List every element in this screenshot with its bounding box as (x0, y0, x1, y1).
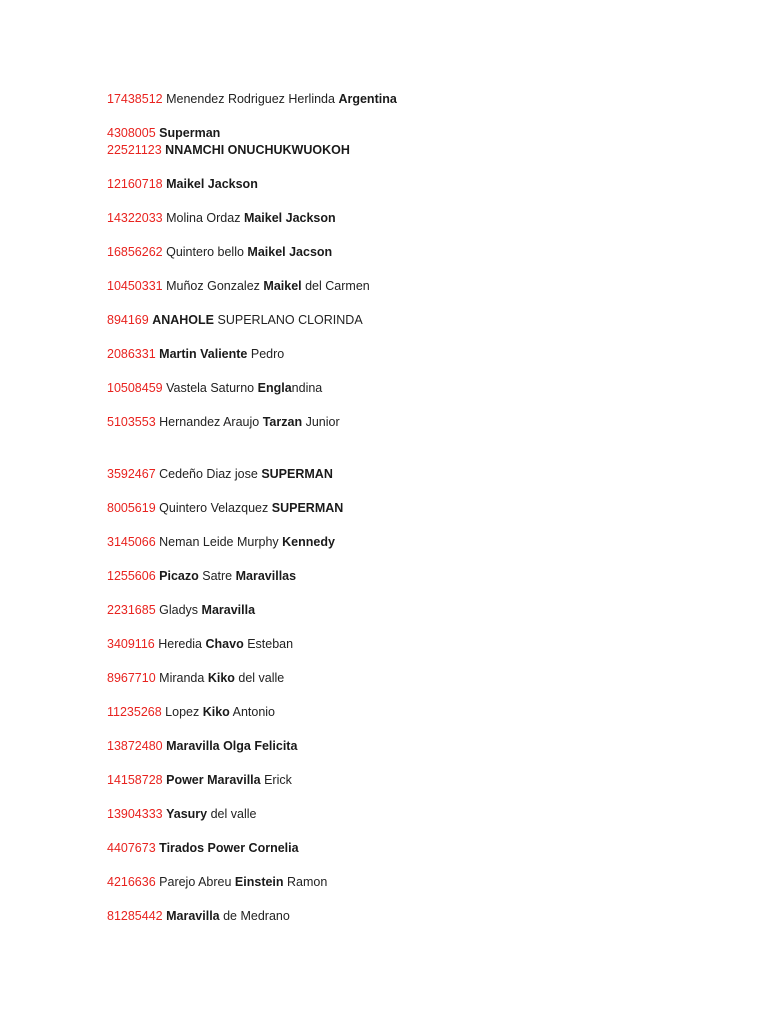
name-text: del Carmen (305, 279, 370, 293)
name-text: Erick (264, 773, 292, 787)
name-text: Satre (202, 569, 233, 583)
name-text: Parejo Abreu (159, 875, 232, 889)
name-text: Englandina (257, 381, 323, 395)
name-text: Molina Ordaz (166, 211, 241, 225)
name-text: Gladys (159, 603, 199, 617)
record-id: 1255606 (107, 569, 156, 583)
name-bold: Einstein (234, 875, 284, 889)
name-text: del valle (238, 671, 285, 685)
list-item (107, 874, 327, 890)
list-item (107, 176, 258, 192)
record-id: 14158728 (107, 773, 163, 787)
record-id: 894169 (107, 313, 149, 327)
record-id: 10508459 (107, 381, 163, 395)
name-bold: Martin Valiente (159, 347, 248, 361)
name-bold: Argentina (338, 92, 397, 106)
list-item (107, 704, 275, 720)
record-id: 12160718 (107, 177, 163, 191)
name-bold: Kennedy (282, 535, 335, 549)
record-id: 5103553 (107, 415, 156, 429)
list-item (107, 602, 255, 618)
name-bold: Tirados Power Cornelia (159, 841, 299, 855)
list-item (107, 840, 299, 856)
list-item (107, 772, 292, 788)
list-item (107, 670, 284, 686)
name-bold: Maikel Jacson (247, 245, 333, 259)
list-item (107, 380, 322, 396)
name-bold: Maravillas (235, 569, 297, 583)
record-id: 13872480 (107, 739, 163, 753)
name-text: Muñoz Gonzalez (166, 279, 260, 293)
list-item (107, 738, 297, 754)
list-item (107, 244, 332, 260)
record-id: 3145066 (107, 535, 156, 549)
list-item (107, 466, 333, 482)
record-id: 4407673 (107, 841, 156, 855)
name-bold: Tarzan (262, 415, 303, 429)
name-text: SUPERLANO CLORINDA (217, 313, 363, 327)
list-item (107, 210, 336, 226)
name-bold: Picazo (159, 569, 199, 583)
name-text: Heredia (158, 637, 203, 651)
name-bold: Kiko (202, 705, 230, 719)
name-text: Pedro (250, 347, 285, 361)
record-id: 14322033 (107, 211, 163, 225)
name-bold: Yasury (166, 807, 208, 821)
name-text: Quintero bello (166, 245, 244, 259)
list-item (107, 142, 350, 158)
record-id: 3409116 (107, 637, 155, 651)
name-bold: NNAMCHI ONUCHUKWUOKOH (165, 143, 350, 157)
name-bold: SUPERMAN (271, 501, 344, 515)
list-item (107, 346, 284, 362)
name-text: Esteban (247, 637, 294, 651)
record-id: 8005619 (107, 501, 156, 515)
record-id: 8967710 (107, 671, 156, 685)
name-text: de Medrano (223, 909, 290, 923)
name-bold: Maravilla (201, 603, 256, 617)
name-text: Junior (305, 415, 340, 429)
record-id: 13904333 (107, 807, 163, 821)
name-text: Cedeño Diaz jose (159, 467, 258, 481)
record-id: 2086331 (107, 347, 156, 361)
list-item (107, 806, 256, 822)
record-id: 81285442 (107, 909, 163, 923)
list-item (107, 125, 220, 141)
name-text: Menendez Rodriguez Herlinda (166, 92, 335, 106)
name-bold: Maikel Jackson (166, 177, 258, 191)
list-item (107, 534, 335, 550)
name-text: Quintero Velazquez (159, 501, 269, 515)
record-id: 17438512 (107, 92, 163, 106)
name-bold: Maravilla (166, 909, 220, 923)
name-bold: SUPERMAN (261, 467, 333, 481)
list-item (107, 636, 293, 652)
record-id: 2231685 (107, 603, 156, 617)
name-text: Neman Leide Murphy (159, 535, 279, 549)
list-item (107, 91, 397, 107)
name-bold: Chavo (205, 637, 244, 651)
name-bold: Maikel Jackson (243, 211, 336, 225)
name-bold: Power Maravilla (166, 773, 261, 787)
name-text: Lopez (165, 705, 200, 719)
record-id: 10450331 (107, 279, 163, 293)
list-item (107, 908, 290, 924)
record-id: 16856262 (107, 245, 163, 259)
record-id: 22521123 (107, 143, 162, 157)
name-text: Ramon (287, 875, 328, 889)
name-bold: Maikel (263, 279, 302, 293)
name-text: Antonio (232, 705, 276, 719)
name-text: del valle (210, 807, 257, 821)
name-bold: Superman (159, 126, 221, 140)
record-id: 11235268 (107, 705, 162, 719)
list-item (107, 278, 370, 294)
list-item (107, 312, 363, 328)
record-id: 4308005 (107, 126, 156, 140)
record-id: 4216636 (107, 875, 156, 889)
list-item (107, 568, 296, 584)
record-id: 3592467 (107, 467, 156, 481)
list-item (107, 414, 340, 430)
name-text: Miranda (159, 671, 205, 685)
name-text: Hernandez Araujo (159, 415, 260, 429)
name-bold: Maravilla Olga Felicita (166, 739, 298, 753)
list-item (107, 500, 343, 516)
name-text: Vastela Saturno (166, 381, 255, 395)
name-bold: Kiko (207, 671, 235, 685)
name-bold: ANAHOLE (152, 313, 215, 327)
